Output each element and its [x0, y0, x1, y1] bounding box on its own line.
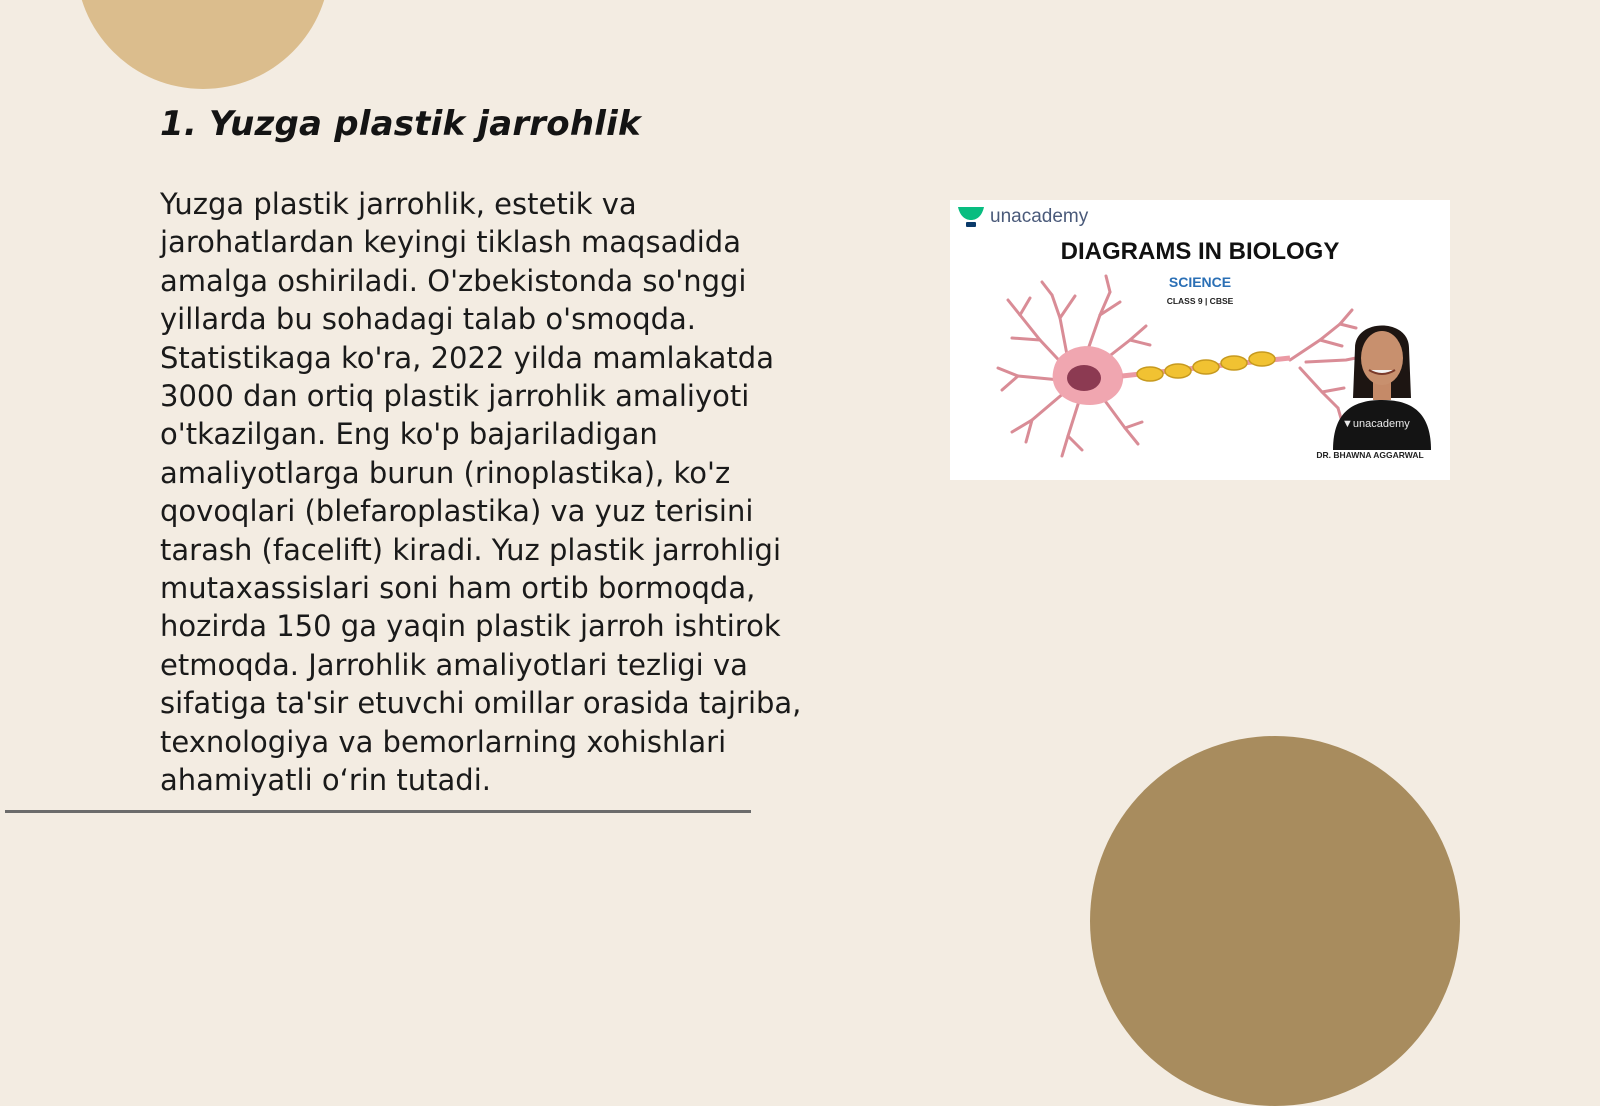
thumbnail-class-info: CLASS 9 | CBSE	[1166, 296, 1234, 306]
brand-name: unacademy	[990, 206, 1089, 227]
slide-title: 1. Yuzga plastik jarrohlik	[160, 104, 641, 144]
shirt-brand-name: unacademy	[1352, 418, 1410, 430]
shirt-logo	[1342, 418, 1410, 430]
decorative-circle-bottom	[1090, 736, 1460, 1106]
unacademy-small-icon: ▼	[1342, 418, 1353, 430]
divider-line	[5, 810, 751, 813]
slide-body-text: Yuzga plastik jarrohlik, estetik va jarohatlardan keyingi tiklash maqsadida amalga oshiriladi. O'zbekistonda so'nggi yillarda bu sohadagi talab o'smoqda. Statistikaga ko'ra, 2022 yilda mamlakatda 3000 dan ortiq plastik jarrohlik amaliyoti o'tkazilgan. Eng ko'p bajariladigan amaliyotlarga burun (rinoplastika), ko'z qovoqlari (blefaroplastika) va yuz terisini tarash (facelift) kiradi. Yuz plastik jarrohligi mutaxassislari soni ham ortib bormoqda, hozirda 150 ga yaqin plastik jarroh ishtirok etmoqda. Jarrohlik amaliyotlari tezligi va sifatiga ta'sir etuvchi omillar orasida tajriba, texnologiya va bemorlarning xohishlari ahamiyatli o‘rin tutadi.	[160, 187, 802, 798]
thumbnail-title: DIAGRAMS IN BIOLOGY	[1060, 238, 1340, 265]
decorative-circle-top	[76, 0, 330, 89]
thumbnail-subject: SCIENCE	[1168, 274, 1232, 290]
thumbnail-author: DR. BHAWNA AGGARWAL	[1316, 450, 1424, 460]
biology-thumbnail-image	[950, 200, 1450, 480]
